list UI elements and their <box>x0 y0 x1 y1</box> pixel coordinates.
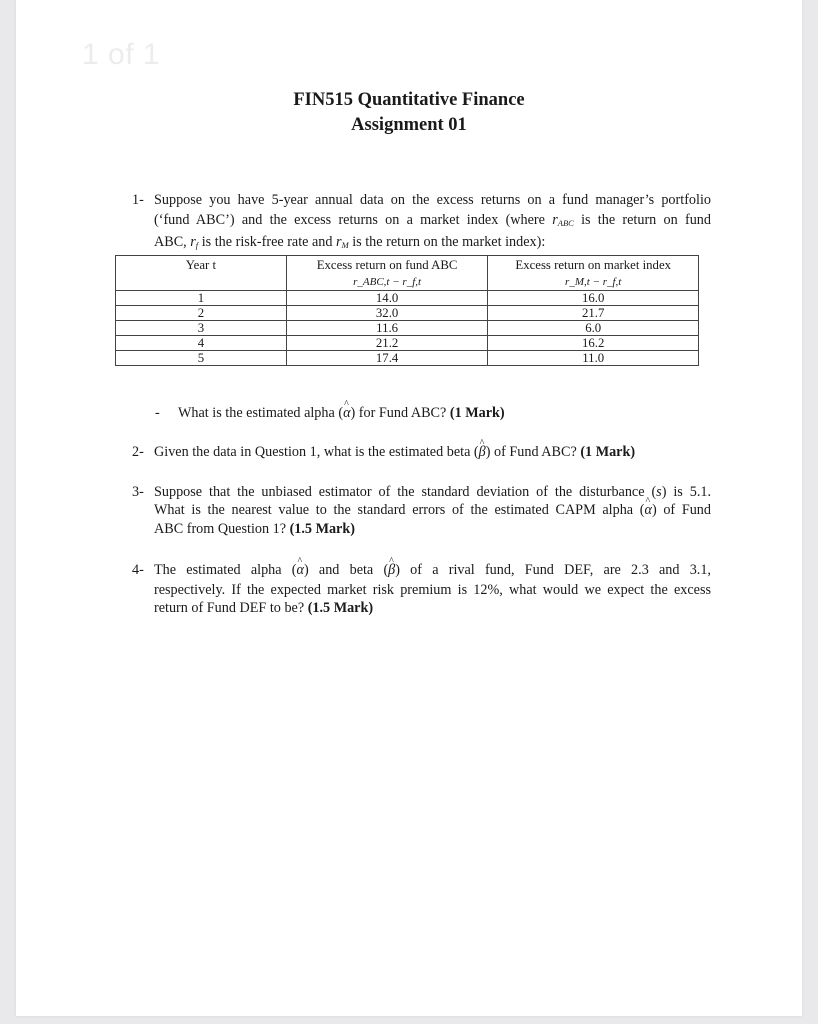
r-m-symbol: $r_M$ <box>336 234 349 250</box>
q1-sub-question: What is the estimated alpha (^ α) for Fund ABC? (1 Mark) <box>178 403 698 423</box>
year-cell: 2 <box>116 306 287 321</box>
formula-cell: r_ABC,t − r_f,t <box>286 273 488 291</box>
year-cell: 3 <box>116 321 287 336</box>
q3-number: 3- <box>132 484 144 500</box>
q4-line2: respectively. If the expected market risk premium is 12%, what would we expect the excess <box>154 582 711 598</box>
formula-cell <box>116 273 287 291</box>
q3-line1: Suppose that the unbiased estimator of the standard deviation of the disturbance (s) is 5.1. <box>154 484 711 500</box>
r-f-symbol: $r_f$ <box>190 234 199 250</box>
q4-line1: The estimated alpha (^ α) and beta (^ β) of a rival fund, Fund DEF, are 2.3 and 3.1, <box>154 560 711 580</box>
q1-bullet: - <box>155 405 160 421</box>
q4-number: 4- <box>132 562 144 578</box>
returns-table <box>115 255 699 366</box>
q3-line2: What is the nearest value to the standard errors of the estimated CAPM alpha (^ α) of Fund <box>154 500 711 520</box>
table-row <box>116 336 699 351</box>
beta-hat-symbol: ^ β <box>388 560 395 580</box>
table-row <box>116 321 699 336</box>
q1-line3: ABC, $r_f$ is the risk-free rate and $r_M$ is the return on the market index): <box>154 234 546 250</box>
q1-line1: Suppose you have 5-year annual data on the excess returns on a fund manager’s portfolio <box>154 192 711 208</box>
col-header-fund: Excess return on fund ABC <box>286 256 488 274</box>
q1-line2: (‘fund ABC’) and the excess returns on a market index (where $r_{ABC}$ is the return on fund <box>154 212 711 228</box>
fund-cell: 32.0 <box>286 306 488 321</box>
q1-number: 1- <box>132 192 144 208</box>
alpha-hat-symbol: ^ α <box>644 500 651 520</box>
fund-cell: 14.0 <box>286 291 488 306</box>
year-cell: 1 <box>116 291 287 306</box>
year-cell: 4 <box>116 336 287 351</box>
year-cell: 5 <box>116 351 287 366</box>
q3-line3: ABC from Question 1? (1.5 Mark) <box>154 521 355 537</box>
alpha-hat-symbol: ^ α <box>297 560 304 580</box>
alpha-hat-symbol: ^ α <box>343 403 350 423</box>
market-cell: 16.2 <box>488 336 699 351</box>
assignment-title: Assignment 01 <box>351 115 467 135</box>
q4-line3: return of Fund DEF to be? (1.5 Mark) <box>154 600 374 616</box>
r-abc-symbol: $r_{ABC}$ <box>552 212 574 228</box>
market-cell: 21.7 <box>488 306 699 321</box>
fund-cell: 17.4 <box>286 351 488 366</box>
market-cell: 16.0 <box>488 291 699 306</box>
page-indicator: 1 of 1 <box>82 38 161 71</box>
table-row <box>116 291 699 306</box>
beta-hat-symbol: ^ β <box>479 442 486 462</box>
col-header-market: Excess return on market index <box>488 256 699 274</box>
table-row <box>116 306 699 321</box>
course-title: FIN515 Quantitative Finance <box>293 90 525 110</box>
fund-cell: 21.2 <box>286 336 488 351</box>
market-cell: 6.0 <box>488 321 699 336</box>
q2-text: Given the data in Question 1, what is the estimated beta (^ β) of Fund ABC? (1 Mark) <box>154 442 714 462</box>
col-header-year: Year t <box>116 256 287 274</box>
q2-number: 2- <box>132 444 144 460</box>
formula-cell: r_M,t − r_f,t <box>488 273 699 291</box>
fund-cell: 11.6 <box>286 321 488 336</box>
market-cell: 11.0 <box>488 351 699 366</box>
table-row <box>116 351 699 366</box>
